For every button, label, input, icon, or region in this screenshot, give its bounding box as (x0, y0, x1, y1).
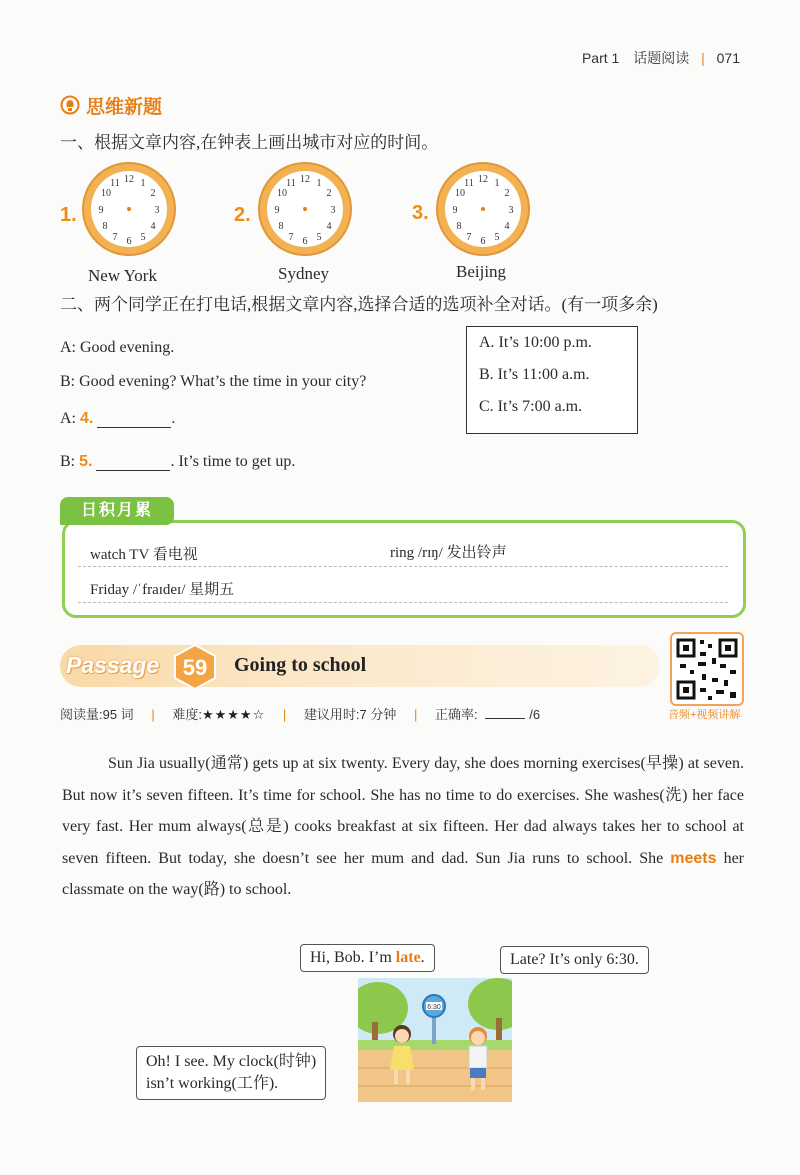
svg-text:10: 10 (455, 188, 465, 199)
svg-text:1: 1 (140, 178, 146, 189)
svg-text:10: 10 (101, 188, 111, 199)
passage-label: Passage (66, 652, 160, 678)
svg-text:6: 6 (480, 236, 486, 247)
page-number: 071 (716, 50, 740, 66)
answer-blank[interactable] (96, 456, 170, 471)
svg-text:4: 4 (326, 221, 332, 232)
speaker-label: A: (60, 410, 76, 427)
speaker-label: A: (60, 339, 76, 356)
header-section: 话题阅读 (633, 50, 690, 66)
bubble-text: . (420, 949, 425, 966)
svg-text:11: 11 (464, 178, 474, 189)
section-title: 思维新题 (86, 97, 163, 118)
svg-text:1: 1 (316, 178, 322, 189)
dialogue-line (60, 339, 174, 357)
svg-text:8: 8 (456, 221, 462, 232)
dialogue-line (60, 373, 366, 391)
divider: | (413, 707, 418, 722)
vocabulary-tab: 日积月累 (60, 497, 174, 525)
options-box (466, 326, 638, 434)
city-label: Beijing (456, 262, 507, 281)
svg-text:12: 12 (478, 174, 488, 185)
city-label: New York (88, 266, 157, 285)
divider (78, 602, 728, 603)
answer-blank[interactable] (97, 413, 171, 428)
lightbulb-icon (60, 95, 80, 115)
passage-number: 59 (182, 655, 208, 680)
svg-text:7: 7 (288, 232, 294, 243)
header-divider: | (701, 50, 705, 66)
svg-text:3: 3 (154, 205, 160, 216)
difficulty-stars: ★★★★☆ (201, 707, 266, 722)
divider: | (282, 707, 287, 722)
svg-text:10: 10 (277, 188, 287, 199)
scene-drawing (358, 978, 512, 1102)
illustration (358, 978, 512, 1102)
question-1-instruction: 一、根据文章内容,在钟表上画出城市对应的时间。 (60, 133, 439, 152)
svg-text:5: 5 (140, 232, 146, 243)
accuracy-label: 正确率: (434, 707, 478, 722)
clock-face[interactable] (80, 160, 178, 258)
svg-text:2: 2 (504, 188, 510, 199)
svg-text:2: 2 (150, 188, 156, 199)
difficulty-label: 难度: (172, 707, 202, 722)
highlight-word: late (395, 949, 421, 966)
svg-text:7: 7 (466, 232, 472, 243)
dialogue-line (60, 410, 175, 428)
svg-text:8: 8 (102, 221, 108, 232)
speech-bubble-girl-2 (136, 1046, 326, 1100)
clock-number: 3. (412, 202, 429, 224)
svg-text:5: 5 (316, 232, 322, 243)
svg-text:5: 5 (494, 232, 500, 243)
svg-text:6: 6 (302, 236, 308, 247)
clock-number: 1. (60, 204, 77, 226)
question-2-instruction: 二、两个同学正在打电话,根据文章内容,选择合适的选项补全对话。(有一项多余) (60, 295, 658, 314)
svg-text:12: 12 (300, 174, 310, 185)
svg-text:3: 3 (508, 205, 514, 216)
speech-bubble-girl (300, 944, 435, 972)
divider (78, 566, 728, 567)
passage-number-badge (172, 644, 218, 690)
suggested-time: 建议用时:7 分钟 (303, 707, 397, 722)
svg-text:12: 12 (124, 174, 134, 185)
clock-face[interactable] (256, 160, 354, 258)
accuracy-total: /6 (529, 707, 541, 722)
option-item[interactable]: C. It’s 7:00 a.m. (479, 398, 583, 415)
speaker-label: B: (60, 453, 76, 470)
bubble-text: Hi, Bob. I’m (310, 949, 396, 966)
svg-text:1: 1 (494, 178, 500, 189)
svg-text:11: 11 (286, 178, 296, 189)
clocks-row (60, 160, 580, 290)
option-item[interactable]: B. It’s 11:00 a.m. (479, 366, 590, 383)
svg-text:3: 3 (330, 205, 336, 216)
city-label: Sydney (278, 264, 329, 283)
question-number: 5. (79, 453, 93, 470)
dialogue-text: Good evening? What’s the time in your city? (79, 373, 367, 390)
vocabulary-box (62, 520, 746, 618)
bubble-text: isn’t working(工作). (146, 1075, 279, 1092)
dialogue-text: Good evening. (80, 339, 175, 356)
svg-text:8: 8 (278, 221, 284, 232)
clock-number: 2. (234, 204, 251, 226)
qr-code-icon[interactable] (670, 632, 744, 706)
dialogue-line (60, 453, 295, 471)
speech-bubble-boy: Late? It’s only 6:30. (500, 946, 649, 974)
passage-body (62, 748, 744, 906)
vocab-item: ring /rɪŋ/ 发出铃声 (390, 545, 507, 561)
clock-face[interactable] (434, 160, 532, 258)
svg-text:9: 9 (452, 205, 458, 216)
question-number: 4. (80, 410, 94, 427)
option-item[interactable]: A. It’s 10:00 p.m. (479, 334, 592, 351)
highlight-word: meets (670, 849, 717, 867)
svg-text:2: 2 (326, 188, 332, 199)
bubble-text: Oh! I see. My clock(时钟) (146, 1053, 317, 1070)
clock-display: 6:30 (427, 1004, 441, 1011)
dialogue-text: . (171, 410, 176, 427)
vocab-item: watch TV 看电视 (90, 547, 198, 563)
passage-meta (60, 704, 540, 723)
passage-text: Sun Jia usually(通常) gets up at six twenty. Every day, she does morning exercises(早操) at seven. But now it’s seven fifteen. It’s time for school. She has no time to do exercises. She washes(洗) her face very fast. Her mum always(总是) cooks breakfast at six fifteen. Her dad always takes her to school at seven fifteen. But today, she doesn’t see her mum and dad. Sun Jia runs to school. She (62, 755, 745, 867)
page-header (582, 48, 740, 68)
passage-title: Going to school (234, 654, 367, 676)
word-count: 阅读量:95 词 (60, 707, 134, 722)
passage-text: her classmate on the way(路) to school. (62, 849, 744, 898)
svg-text:9: 9 (274, 205, 280, 216)
svg-text:9: 9 (98, 205, 104, 216)
speaker-label: B: (60, 373, 76, 390)
svg-text:4: 4 (504, 221, 510, 232)
svg-text:7: 7 (112, 232, 118, 243)
part-label: Part 1 (581, 50, 620, 66)
svg-text:6: 6 (126, 236, 132, 247)
svg-text:4: 4 (150, 221, 156, 232)
dialogue-text: . It’s time to get up. (170, 453, 296, 470)
svg-text:11: 11 (110, 178, 120, 189)
vocab-item: Friday /ˈfraɪdeɪ/ 星期五 (90, 582, 235, 598)
divider: | (151, 707, 155, 722)
qr-caption: 音频+视频讲解 (668, 709, 741, 721)
accuracy-blank[interactable] (485, 708, 525, 719)
